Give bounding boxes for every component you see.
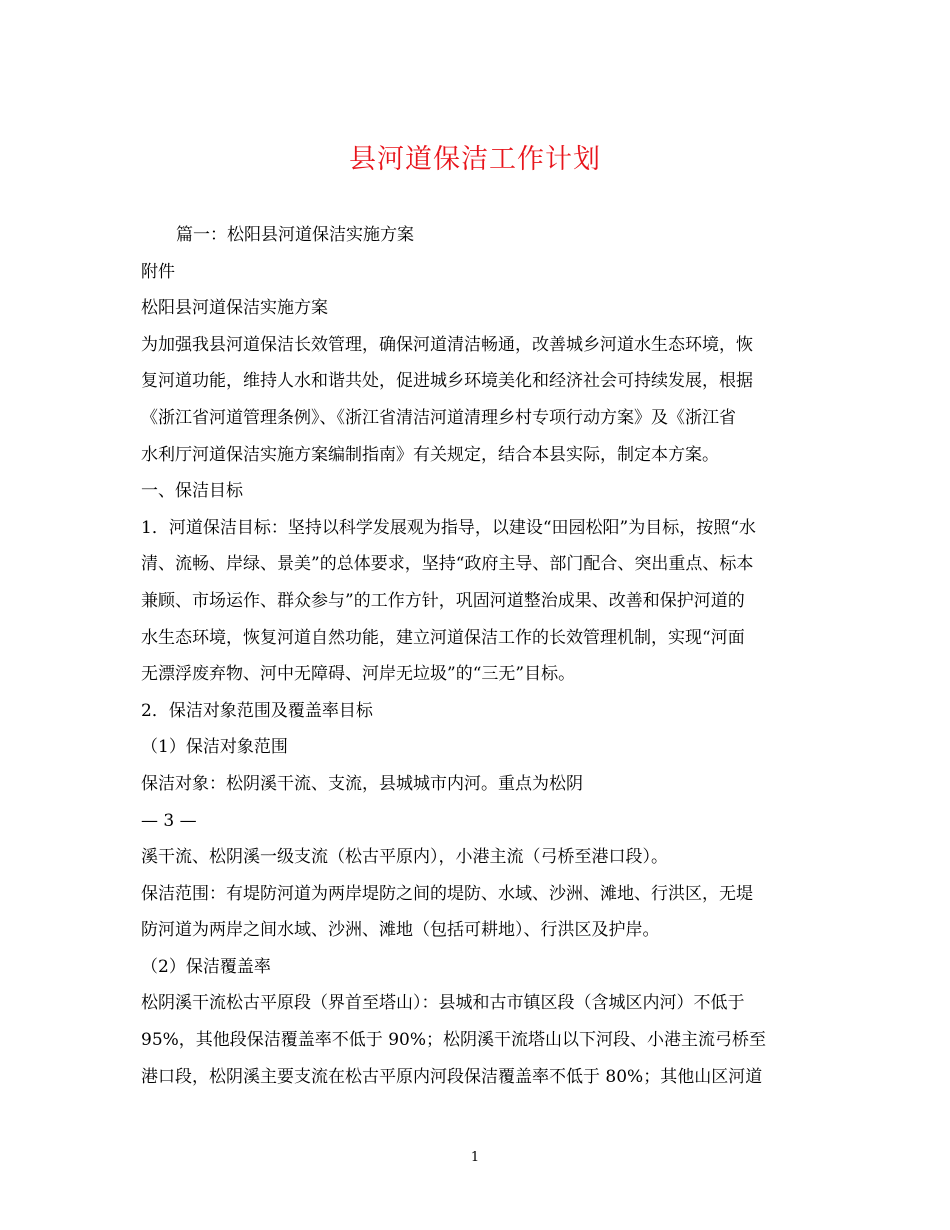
section-heading: 篇一：松阳县河道保洁实施方案 (176, 225, 414, 245)
text-line: 保洁范围：有堤防河道为两岸堤防之间的堤防、水域、沙洲、滩地、行洪区，无堤 (141, 883, 753, 904)
text-line: 兼顾、市场运作、群众参与”的工作方针，巩固河道整治成果、改善和保护河道的 (141, 590, 745, 611)
text-line: 防河道为两岸之间水域、沙洲、滩地（包括可耕地）、行洪区及护岸。 (141, 920, 660, 941)
text-line: （1）保洁对象范围 (141, 737, 288, 758)
text-line: 清、流畅、岸绿、景美”的总体要求，坚持“政府主导、部门配合、突出重点、标本 (141, 554, 754, 575)
inline-page-marker: — 3 — (141, 810, 197, 831)
text-line: 松阳县河道保洁实施方案 (141, 298, 328, 319)
text-line: 水利厅河道保洁实施方案编制指南》有关规定，结合本县实际，制定本方案。 (141, 444, 719, 465)
text-line: 附件 (141, 261, 175, 282)
text-line: 无漂浮废弃物、河中无障碍、河岸无垃圾”的“三无”目标。 (141, 664, 576, 685)
text-line: 一、保洁目标 (141, 481, 243, 502)
document-body (141, 217, 816, 1095)
text-line: （2）保洁覆盖率 (141, 956, 271, 977)
text-line: 港口段，松阴溪主要支流在松古平原内河段保洁覆盖率不低于 80%；其他山区河道 (141, 1066, 763, 1087)
text-line: 为加强我县河道保洁长效管理，确保河道清洁畅通，改善城乡河道水生态环境，恢 (141, 334, 753, 355)
text-line: 95%，其他段保洁覆盖率不低于 90%；松阴溪干流塔山以下河段、小港主流弓桥至 (141, 1030, 766, 1051)
text-line: 《浙江省河道管理条例》、《浙江省清洁河道清理乡村专项行动方案》及《浙江省 (141, 407, 736, 428)
text-line: 1．河道保洁目标：坚持以科学发展观为指导，以建设“田园松阳”为目标，按照“水 (141, 517, 756, 538)
document-title: 县河道保洁工作计划 (349, 144, 601, 175)
page-number: 1 (470, 1150, 480, 1165)
text-line: 2．保洁对象范围及覆盖率目标 (141, 700, 373, 721)
text-line: 松阴溪干流松古平原段（界首至塔山）：县城和古市镇区段（含城区内河）不低于 (141, 993, 745, 1014)
text-line: 复河道功能，维持人水和谐共处，促进城乡环境美化和经济社会可持续发展，根据 (141, 371, 753, 392)
text-line: 溪干流、松阴溪一级支流（松古平原内），小港主流（弓桥至港口段）。 (141, 847, 668, 868)
text-line: 水生态环境，恢复河道自然功能，建立河道保洁工作的长效管理机制，实现“河面 (141, 627, 745, 648)
text-line: 保洁对象：松阴溪干流、支流，县城城市内河。重点为松阴 (141, 773, 583, 794)
